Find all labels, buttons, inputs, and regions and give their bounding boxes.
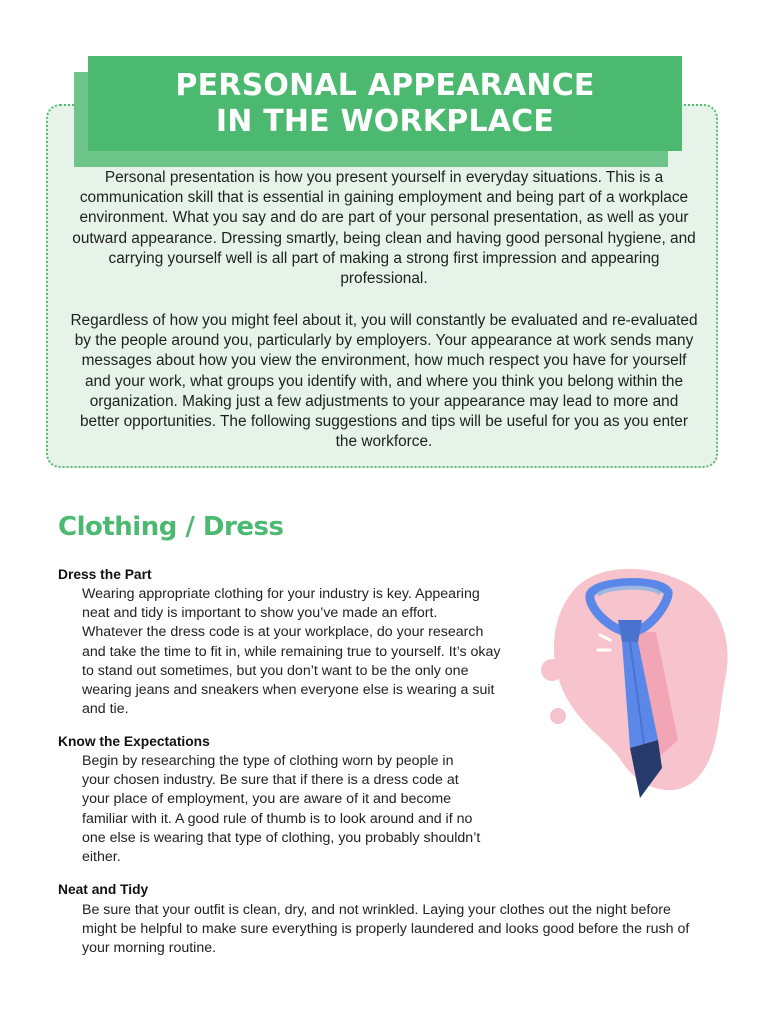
- intro-paragraph-1: Personal presentation is how you present yourself in everyday situations. This is a communication skill that is essential in gaining employment and being part of a workplace environment. What you say and do are part of your personal presentation, as well as your outward appearance. Dressing smartly, being clean and having good personal hygiene, and carrying yourself well is all part of making a strong first impression and appearing professional.: [72, 169, 696, 288]
- body-dress-the-part: Wearing appropriate clothing for your industry is key. Appearing neat and tidy is important to show you’ve made an effort. Whatever the dress code is at your workplace, do your research and take the time to fit in, while remaining true to yourself. It’s okay to stand out sometimes, but you don’t want to be the only one wearing jeans and sneakers when everyone else is wearing a suit and tie.: [82, 586, 501, 718]
- blob-dot-2: [550, 708, 566, 724]
- intro-paragraph-2: Regardless of how you might feel about it, you will constantly be evaluated and re-evaluated by the people around you, particularly by employers. Your appearance at work sends many messages about how you view the environment, how much respect you have for yourself and your work, what groups you identify with, and where you think you belong within the organization. Making just a few adjustments to your appearance may lead to more and better opportunities. The following suggestions and tips will be useful for you as you enter the workforce.: [70, 312, 698, 451]
- page-title-line-2: IN THE WORKPLACE: [215, 103, 555, 139]
- subheading-know-the-expectations: Know the Expectations: [58, 734, 210, 749]
- section-title: Clothing / Dress: [58, 512, 284, 542]
- blob-dot-1: [541, 659, 563, 681]
- subheading-dress-the-part: Dress the Part: [58, 567, 152, 582]
- tie-knot: [618, 620, 642, 642]
- title-banner: [88, 56, 682, 151]
- tie-tip: [630, 740, 662, 798]
- necktie-icon: [530, 540, 740, 810]
- body-know-the-expectations: Begin by researching the type of clothing worn by people in your chosen industry. Be sure that if there is a dress code at your place of employment, you are aware of it and become familiar with it. A good rule of thumb is to look around and if no one else is wearing that type of clothing, you probably shouldn’t either.: [82, 753, 481, 866]
- page-title-line-1: PERSONAL APPEARANCE: [175, 67, 595, 103]
- body-neat-and-tidy: Be sure that your outfit is clean, dry, and not wrinkled. Laying your clothes out the night before might be helpful to make sure everything is properly laundered and looks good before the rush of your morning routine.: [82, 902, 690, 957]
- subheading-neat-and-tidy: Neat and Tidy: [58, 882, 149, 897]
